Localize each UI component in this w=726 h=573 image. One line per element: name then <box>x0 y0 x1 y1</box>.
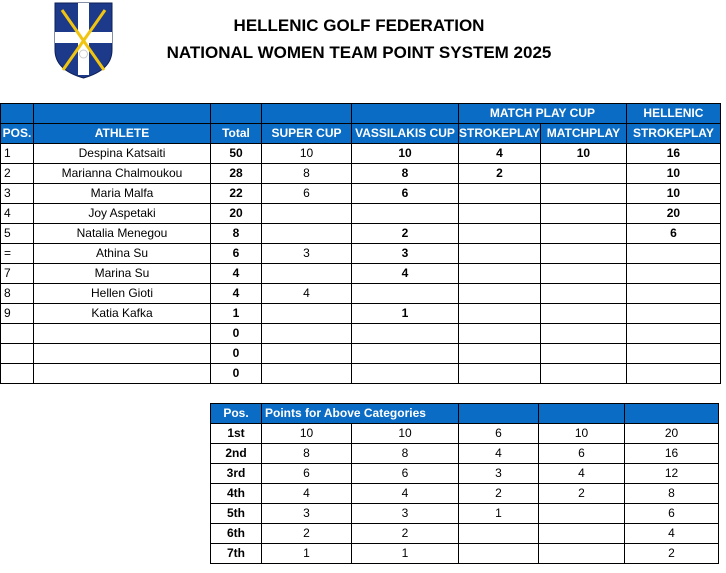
points-row <box>211 464 719 484</box>
cell-super-cup <box>262 364 352 384</box>
points-row <box>211 424 719 444</box>
cell-hellenic-strokeplay: 10 <box>626 184 720 204</box>
cell-super-cup: 6 <box>262 184 352 204</box>
points-table <box>210 403 719 564</box>
cell-pos: 3 <box>1 184 34 204</box>
cell-vassilakis-cup <box>352 344 459 364</box>
table-row <box>1 244 721 264</box>
cell-mp-matchplay <box>540 364 626 384</box>
cell-athlete: Maria Malfa <box>34 184 211 204</box>
cell-mp-strokeplay <box>459 304 541 324</box>
cell-super-cup: 10 <box>262 144 352 164</box>
table-row <box>1 284 721 304</box>
points-cell-pos: 6th <box>211 524 262 544</box>
points-cell-value: 1 <box>459 504 539 524</box>
cell-super-cup <box>262 224 352 244</box>
cell-vassilakis-cup: 2 <box>352 224 459 244</box>
cell-pos: 1 <box>1 144 34 164</box>
cell-athlete: Athina Su <box>34 244 211 264</box>
cell-athlete: Marina Su <box>34 264 211 284</box>
table-row <box>1 264 721 284</box>
points-cell-value <box>459 544 539 564</box>
points-cell-value: 3 <box>459 464 539 484</box>
points-cell-pos: 7th <box>211 544 262 564</box>
cell-super-cup <box>262 264 352 284</box>
cell-pos: 7 <box>1 264 34 284</box>
cell-vassilakis-cup <box>352 284 459 304</box>
points-cell-value: 6 <box>262 464 352 484</box>
points-header-row <box>211 404 719 424</box>
group-header-hellenic: HELLENIC <box>626 104 720 124</box>
points-cell-value: 2 <box>459 484 539 504</box>
points-cell-value: 1 <box>352 544 459 564</box>
cell-vassilakis-cup: 6 <box>352 184 459 204</box>
points-cell-value: 8 <box>262 444 352 464</box>
cell-hellenic-strokeplay <box>626 304 720 324</box>
points-cell-value: 2 <box>352 524 459 544</box>
cell-mp-strokeplay <box>459 324 541 344</box>
points-cell-pos: 4th <box>211 484 262 504</box>
cell-total: 4 <box>211 284 262 304</box>
points-cell-value: 10 <box>539 424 625 444</box>
points-cell-value: 4 <box>352 484 459 504</box>
cell-vassilakis-cup <box>352 364 459 384</box>
cell-mp-strokeplay <box>459 264 541 284</box>
cell-hellenic-strokeplay: 10 <box>626 164 720 184</box>
cell-pos <box>1 344 34 364</box>
cell-vassilakis-cup: 10 <box>352 144 459 164</box>
cell-super-cup <box>262 204 352 224</box>
cell-mp-matchplay <box>540 324 626 344</box>
table-row <box>1 344 721 364</box>
cell-mp-strokeplay <box>459 244 541 264</box>
cell-total: 0 <box>211 324 262 344</box>
cell-mp-matchplay <box>540 344 626 364</box>
table-row <box>1 364 721 384</box>
cell-athlete: Hellen Gioti <box>34 284 211 304</box>
points-header-pos: Pos. <box>211 404 262 424</box>
points-row <box>211 444 719 464</box>
table-row <box>1 324 721 344</box>
points-cell-value <box>539 524 625 544</box>
cell-super-cup <box>262 344 352 364</box>
cell-super-cup: 3 <box>262 244 352 264</box>
cell-vassilakis-cup <box>352 324 459 344</box>
col-header-hellenic-strokeplay: STROKEPLAY <box>626 124 720 144</box>
ranking-table <box>0 103 721 384</box>
points-cell-value: 6 <box>352 464 459 484</box>
cell-super-cup: 4 <box>262 284 352 304</box>
cell-pos: 4 <box>1 204 34 224</box>
cell-total: 8 <box>211 224 262 244</box>
points-row <box>211 544 719 564</box>
points-cell-value: 6 <box>625 504 719 524</box>
cell-athlete <box>34 324 211 344</box>
cell-total: 1 <box>211 304 262 324</box>
cell-athlete: Joy Aspetaki <box>34 204 211 224</box>
points-cell-value: 3 <box>352 504 459 524</box>
page-title-point-system: NATIONAL WOMEN TEAM POINT SYSTEM 2025 <box>166 43 552 62</box>
cell-total: 4 <box>211 264 262 284</box>
table-row <box>1 164 721 184</box>
points-cell-value <box>459 524 539 544</box>
cell-mp-matchplay <box>540 164 626 184</box>
points-cell-value: 12 <box>625 464 719 484</box>
cell-total: 22 <box>211 184 262 204</box>
cell-mp-matchplay <box>540 204 626 224</box>
cell-mp-matchplay: 10 <box>540 144 626 164</box>
cell-mp-strokeplay: 4 <box>459 144 541 164</box>
cell-mp-strokeplay <box>459 364 541 384</box>
cell-athlete <box>34 364 211 384</box>
cell-vassilakis-cup: 1 <box>352 304 459 324</box>
cell-super-cup <box>262 304 352 324</box>
cell-pos: 9 <box>1 304 34 324</box>
cell-mp-strokeplay <box>459 184 541 204</box>
cell-mp-strokeplay <box>459 204 541 224</box>
col-header-mp-matchplay: MATCHPLAY <box>540 124 626 144</box>
table-row <box>1 304 721 324</box>
cell-mp-matchplay <box>540 304 626 324</box>
points-cell-value: 6 <box>459 424 539 444</box>
cell-mp-matchplay <box>540 184 626 204</box>
cell-athlete <box>34 344 211 364</box>
points-cell-value <box>539 504 625 524</box>
page-title-federation: HELLENIC GOLF FEDERATION <box>233 16 485 35</box>
group-header-match-play-cup: MATCH PLAY CUP <box>459 104 627 124</box>
cell-hellenic-strokeplay <box>626 344 720 364</box>
points-cell-value: 3 <box>262 504 352 524</box>
cell-total: 0 <box>211 364 262 384</box>
points-row <box>211 484 719 504</box>
cell-mp-matchplay <box>540 224 626 244</box>
cell-hellenic-strokeplay <box>626 264 720 284</box>
points-cell-value: 20 <box>625 424 719 444</box>
cell-super-cup: 8 <box>262 164 352 184</box>
points-cell-value: 4 <box>539 464 625 484</box>
points-row <box>211 524 719 544</box>
cell-athlete: Despina Katsaiti <box>34 144 211 164</box>
points-cell-value: 8 <box>625 484 719 504</box>
cell-mp-strokeplay <box>459 284 541 304</box>
cell-hellenic-strokeplay <box>626 364 720 384</box>
cell-vassilakis-cup: 4 <box>352 264 459 284</box>
cell-pos <box>1 324 34 344</box>
points-cell-pos: 1st <box>211 424 262 444</box>
federation-crest-logo <box>54 2 113 79</box>
cell-mp-strokeplay <box>459 224 541 244</box>
cell-hellenic-strokeplay: 6 <box>626 224 720 244</box>
cell-total: 50 <box>211 144 262 164</box>
points-cell-value: 2 <box>539 484 625 504</box>
group-header-row <box>1 104 721 124</box>
cell-total: 0 <box>211 344 262 364</box>
cell-mp-matchplay <box>540 264 626 284</box>
points-cell-value: 4 <box>262 484 352 504</box>
points-cell-pos: 3rd <box>211 464 262 484</box>
col-header-athlete: ATHLETE <box>34 124 211 144</box>
points-row <box>211 504 719 524</box>
points-cell-value: 10 <box>262 424 352 444</box>
points-cell-value: 16 <box>625 444 719 464</box>
points-cell-value: 2 <box>262 524 352 544</box>
col-header-pos: POS. <box>1 124 34 144</box>
cell-athlete: Natalia Menegou <box>34 224 211 244</box>
col-header-mp-strokeplay: STROKEPLAY <box>459 124 541 144</box>
cell-vassilakis-cup: 3 <box>352 244 459 264</box>
col-header-vassilakis-cup: VASSILAKIS CUP <box>352 124 459 144</box>
table-row <box>1 184 721 204</box>
points-cell-pos: 2nd <box>211 444 262 464</box>
cell-vassilakis-cup: 8 <box>352 164 459 184</box>
cell-hellenic-strokeplay: 16 <box>626 144 720 164</box>
points-cell-pos: 5th <box>211 504 262 524</box>
table-row <box>1 224 721 244</box>
points-cell-value <box>539 544 625 564</box>
points-cell-value: 8 <box>352 444 459 464</box>
cell-hellenic-strokeplay <box>626 244 720 264</box>
cell-vassilakis-cup <box>352 204 459 224</box>
cell-super-cup <box>262 324 352 344</box>
points-cell-value: 2 <box>625 544 719 564</box>
points-cell-value: 10 <box>352 424 459 444</box>
table-row <box>1 144 721 164</box>
cell-pos: 5 <box>1 224 34 244</box>
table-row <box>1 204 721 224</box>
cell-pos: = <box>1 244 34 264</box>
column-header-row <box>1 124 721 144</box>
points-cell-value: 4 <box>459 444 539 464</box>
cell-total: 6 <box>211 244 262 264</box>
cell-hellenic-strokeplay <box>626 324 720 344</box>
cell-total: 28 <box>211 164 262 184</box>
cell-athlete: Marianna Chalmoukou <box>34 164 211 184</box>
points-cell-value: 1 <box>262 544 352 564</box>
cell-pos: 2 <box>1 164 34 184</box>
cell-mp-strokeplay <box>459 344 541 364</box>
cell-pos <box>1 364 34 384</box>
col-header-super-cup: SUPER CUP <box>262 124 352 144</box>
points-header-title: Points for Above Categories <box>262 404 459 424</box>
cell-mp-matchplay <box>540 244 626 264</box>
points-cell-value: 6 <box>539 444 625 464</box>
points-cell-value: 4 <box>625 524 719 544</box>
cell-mp-matchplay <box>540 284 626 304</box>
col-header-total: Total <box>211 124 262 144</box>
cell-hellenic-strokeplay: 20 <box>626 204 720 224</box>
cell-mp-strokeplay: 2 <box>459 164 541 184</box>
cell-athlete: Katia Kafka <box>34 304 211 324</box>
cell-pos: 8 <box>1 284 34 304</box>
cell-total: 20 <box>211 204 262 224</box>
cell-hellenic-strokeplay <box>626 284 720 304</box>
